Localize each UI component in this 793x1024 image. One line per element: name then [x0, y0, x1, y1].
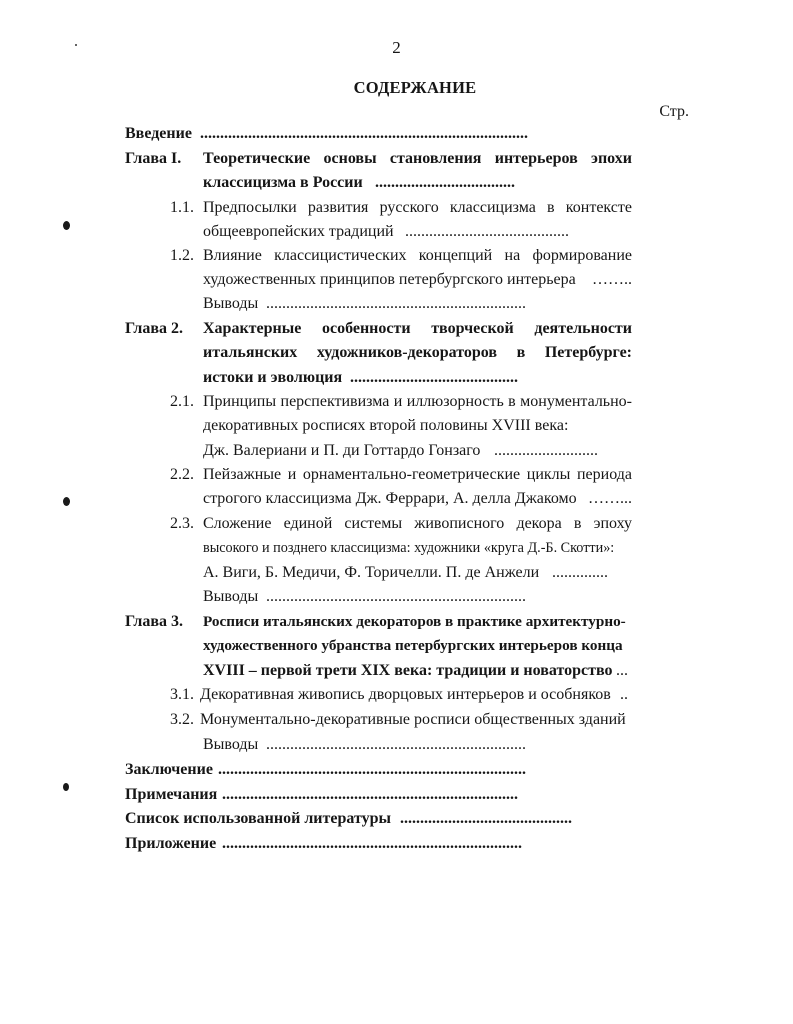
section-title-line: Монументально-декоративные росписи общественных зданий [200, 711, 626, 728]
section-title-line: Принципы перспективизма и иллюзорность в монументально- [203, 393, 632, 410]
section-title-line: Дж. Валериани и П. ди Готтардо Гонзаго [203, 442, 481, 459]
page-column-header: Стр. [659, 103, 689, 120]
chapter-title-line: истоки и эволюция [203, 369, 343, 386]
section-title-line: Декоративная живопись дворцовых интерьеров и особняков [200, 686, 611, 703]
toc-leader-dots: ........................................................................... [222, 835, 522, 852]
toc-leader-dots: ................................... [375, 174, 515, 191]
section-title-line: Предпосылки развития русского классицизма в контексте [203, 199, 632, 216]
chapter-title-line: Характерные особенности творческой деятельности [203, 320, 632, 337]
toc-leader-dots: .......................................................................... [222, 786, 518, 803]
toc-entry-title: Список использованной литературы [125, 810, 391, 827]
toc-leader-dots: .......................................... [350, 369, 518, 386]
chapter-title-line: Теоретические основы становления интерьеров эпохи [203, 150, 632, 167]
section-title-line: высокого и позднего классицизма: художники «круга Д.-Б. Скотти»: [203, 540, 615, 556]
conclusions-title: Выводы [203, 295, 259, 312]
chapter-label: Глава 3. [125, 613, 183, 630]
toc-entry-title: Примечания [125, 786, 218, 803]
page-title: СОДЕРЖАНИЕ [353, 78, 477, 97]
toc-entry-title: Приложение [125, 835, 217, 852]
section-title-line: Сложение единой системы живописного декора в эпоху [203, 515, 632, 532]
toc-leader-dots: ............................................................................. [218, 761, 526, 778]
section-number: 3.1. [170, 686, 194, 703]
chapter-title-line: Росписи итальянских декораторов в практике архитектурно- [203, 613, 626, 630]
section-title-line: художественных принципов петербургского интерьера [203, 271, 576, 288]
toc-entry-title: Заключение [125, 761, 213, 778]
section-title-line: А. Виги, Б. Медичи, Ф. Торичелли. П. де Анжели [203, 564, 540, 581]
toc-leader-dots: ........................................... [400, 810, 572, 827]
section-number: 2.2. [170, 466, 194, 483]
margin-punch-mark [63, 497, 70, 506]
section-number: 2.1. [170, 393, 194, 410]
toc-entry-title: Введение [125, 125, 192, 142]
section-number: 1.2. [170, 247, 194, 264]
section-title-line: Пейзажные и орнаментально-геометрические циклы периода [203, 466, 632, 483]
scan-speck [75, 44, 77, 46]
toc-leader-dots: .................................................................................. [200, 125, 528, 142]
chapter-title-line: художественного убранства петербургских интерьеров конца [203, 637, 623, 654]
toc-leader-dots: ................................................................. [266, 588, 526, 605]
section-title-line: строгого классицизма Дж. Феррари, А. делла Джакомо [203, 490, 577, 507]
chapter-label: Глава I. [125, 150, 182, 167]
toc-leader-dots: ................................................................. [266, 295, 526, 312]
toc-leader-dots: ......................................... [405, 223, 569, 240]
section-number: 3.2. [170, 711, 194, 728]
chapter-title-line: итальянских художников-декораторов в Петербурге: [203, 344, 632, 361]
page-number: 2 [392, 38, 401, 57]
section-number: 1.1. [170, 199, 194, 216]
toc-leader-dots: .. [620, 686, 628, 703]
toc-leader-dots: …….. [592, 271, 632, 288]
margin-punch-mark [63, 783, 69, 791]
chapter-title-line: классицизма в России [203, 174, 363, 191]
section-title-line: общеевропейских традиций [203, 223, 394, 240]
toc-leader-dots: ................................................................. [266, 736, 526, 753]
section-title-line: декоративных росписях второй половины XVIII века: [203, 417, 569, 434]
section-number: 2.3. [170, 515, 194, 532]
toc-leader-dots: .............. [552, 564, 608, 581]
chapter-title-line: XVIII – первой трети XIX века: традиции и новаторство [203, 662, 613, 679]
toc-leader-dots: ……... [588, 490, 632, 507]
margin-punch-mark [63, 221, 70, 230]
chapter-label: Глава 2. [125, 320, 183, 337]
toc-leader-dots: .......................... [494, 442, 598, 459]
section-title-line: Влияние классицистических концепций на формирование [203, 247, 632, 264]
conclusions-title: Выводы [203, 588, 259, 605]
conclusions-title: Выводы [203, 736, 259, 753]
toc-leader-dots: ... [616, 662, 628, 679]
